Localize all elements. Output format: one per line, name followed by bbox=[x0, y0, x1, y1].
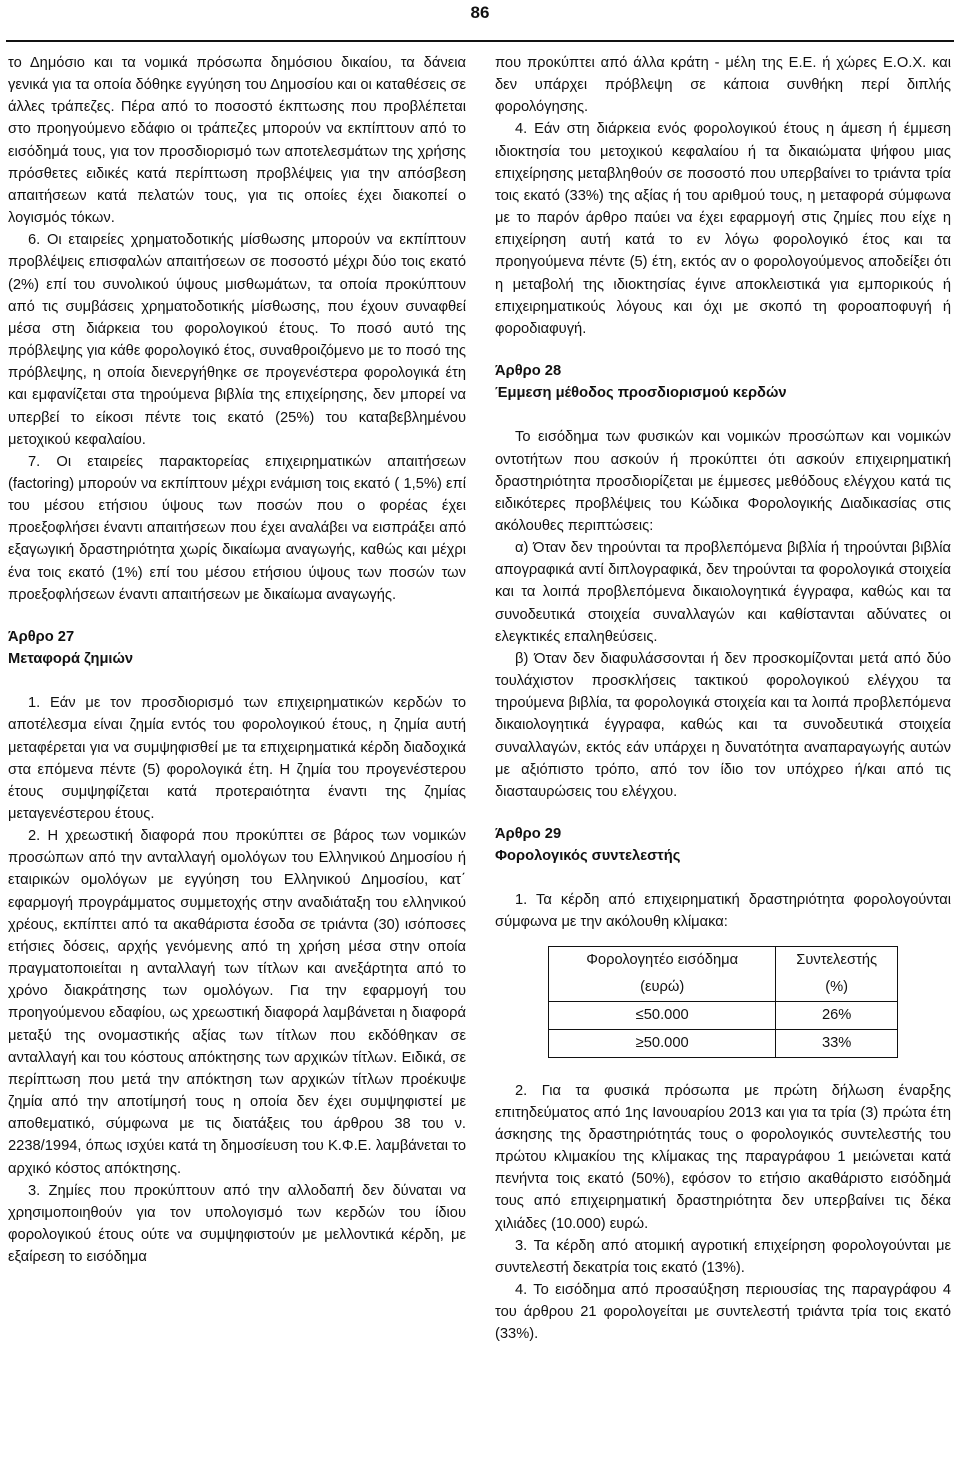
paragraph: 6. Οι εταιρείες χρηματοδοτικής μίσθωσης μπορούν να εκπίπτουν προβλέψεις επισφαλών απαιτήσεων σε ποσοστό μέχρι δύο τοις εκατό (2%) επί του συνολικού ύψους μισθωμάτων, τα οποία προκύπτουν από τις συμβάσεις χρηματοδοτικής μίσθωσης, που έχουν συναφθεί μέσα στη διάρκεια του φορολογικού έτους. Το ποσό αυτό της πρόβλεψης για κάθε φορολογικό έτος, συναθροιζόμενο με το ποσό της πρόβλεψης, η οποία διενεργήθηκε σε προγενέστερα φορολογικά έτη και εμφανίζεται στα τηρούμενα βιβλία της επιχείρησης, δεν μπορεί να υπερβεί το είκοσι πέντε τοις εκατό (25%) του καταβεβλημένου μετοχικού κεφαλαίου. bbox=[8, 232, 466, 448]
table-cell-income: ≥50.000 bbox=[549, 1029, 776, 1057]
article-29-subtitle: Φορολογικός συντελεστής bbox=[495, 848, 681, 865]
article-28-subtitle: Έμμεση μέθοδος προσδιορισμού κερδών bbox=[495, 385, 787, 402]
tax-rate-table bbox=[548, 946, 898, 1058]
paragraph: α) Όταν δεν τηρούνται τα προβλεπόμενα βιβλία ή τηρούνται βιβλία απογραφικά αντί διπλογραφικά, δεν τηρούνται τα φορολογικά στοιχεία και τα λοιπά προβλεπόμενα δικαιολογητικά έγγραφα, καθώς και τα συνοδευτικά στοιχεία συναλλαγών και καθίστανται αδύνατες οι ελεγκτικές επαληθεύσεις. bbox=[495, 540, 951, 645]
table-cell-rate: 33% bbox=[776, 1029, 898, 1057]
table-header-rate: Συντελεστής bbox=[776, 946, 898, 974]
paragraph: που προκύπτει από άλλα κράτη - μέλη της Ε.Ε. ή χώρες Ε.Ο.Χ. και δεν υπάρχει πρόβλεψη σε κάποια συνθήκη περί διπλής φορολόγησης. bbox=[495, 55, 951, 116]
paragraph: 2. Η χρεωστική διαφορά που προκύπτει σε βάρος των νομικών προσώπων από την ανταλλαγή ομολόγων του Ελληνικού Δημοσίου ή εταιρικών ομολόγων με εγγύηση του Ελληνικού Δημοσίου, κατ΄ εφαρμογή προγράμματος συμμετοχής στην αναδιάταξη του ελληνικού χρέους, εκπίπτει από τα ακαθάριστα έσοδα σε τριάντα (30) ισόποσες ετήσιες δόσεις, αρχής γενόμενης από τη χρήση μέσα στην οποία πραγματοποιείται η ανταλλαγή των τίτλων και ανεξάρτητα από το χρόνο διακράτησης των ομολόγων. Για την εφαρμογή του προηγούμενου εδαφίου, ως χρεωστική διαφορά λαμβάνεται η διαφορά μεταξύ της ονομαστικής αξίας των τίτλων που εκδόθηκαν σε ανταλλαγή και του κόστους απόκτησης των αρχικών τίτλων. Ειδικά, σε περίπτωση που μετά την απόκτηση των αρχικών τίτλων προέκυψε ζημία από την αποτίμησή τους η οποία δεν έχει συμψηφιστεί με αποθεματικό, σύμφωνα με τις διατάξεις του άρθρου 38 του ν. 2238/1994, όπως ισχύει κατά τη δημοσίευση του Κ.Φ.Ε. λαμβάνεται το αρχικό κόστος απόκτησης. bbox=[8, 828, 466, 1177]
paragraph: 4. Το εισόδημα από προσαύξηση περιουσίας της παραγράφου 4 του άρθρου 21 φορολογείται με συντελεστή τριάντα τρία τοις εκατό (33%). bbox=[495, 1282, 951, 1343]
table-header-income-unit: (ευρώ) bbox=[549, 974, 776, 1002]
paragraph: 3. Τα κέρδη από ατομική αγροτική επιχείρηση φορολογούνται με συντελεστή δεκατρία τοις εκατό (13%). bbox=[495, 1237, 951, 1276]
article-27-subtitle: Μεταφορά ζημιών bbox=[8, 651, 134, 668]
paragraph: 2. Για τα φυσικά πρόσωπα με πρώτη δήλωση έναρξης επιτηδεύματος από 1ης Ιανουαρίου 2013 και για τα τρία (3) πρώτα έτη άσκησης της δραστηριότητάς τους ο φορολογικός συντελεστής του πρώτου κλιμακίου της κλίμακας της παραγράφου 1 μειώνεται κατά πενήντα τοις εκατό (50%), εφόσον το ετήσιο ακαθάριστο εισόδημά τους από επιχειρηματική δραστηριότητα δεν υπερβαίνει τις δέκα χιλιάδες (10.000) ευρώ. bbox=[495, 1082, 951, 1232]
paragraph: 1. Εάν με τον προσδιορισμό των επιχειρηματικών κερδών το αποτέλεσμα είναι ζημία εντός του φορολογικού έτους, η ζημία αυτή μεταφέρεται για να συμψηφισθεί με τα επιχειρηματικά κέρδη διαδοχικά στα επόμενα πέντε (5) φορολογικά έτη. Η ζημία του προγενέστερου έτους συμψηφίζεται κατά προτεραιότητα έναντι της ζημίας μεταγενέστερου έτους. bbox=[8, 695, 466, 822]
page-number: 86 bbox=[470, 3, 490, 22]
article-28-title: Άρθρο 28 bbox=[495, 363, 562, 380]
table-row bbox=[549, 1001, 898, 1029]
table-header-income: Φορολογητέο εισόδημα bbox=[549, 946, 776, 974]
left-column bbox=[8, 52, 466, 1268]
table-cell-rate: 26% bbox=[776, 1001, 898, 1029]
paragraph: το Δημόσιο και τα νομικά πρόσωπα δημόσιου δικαίου, τα δάνεια γενικά για τα οποία δόθηκε εγγύηση του Δημοσίου και οι καταθέσεις σε άλλες τράπεζες. Πέρα από το ποσοστό έκπτωσης που προβλέπεται στο προηγούμενο εδάφιο οι τράπεζες μπορούν να εκπίπτουν από το εισόδημά τους, για τον προσδιορισμό των αποτελεσμάτων της χρήσης πρόσθετες ειδικές κατά περίπτωση προβλέψεις για την απόσβεση απαιτήσεων κατά πελατών τους, για τις οποίες έχει διακοπεί ο λογισμός τόκων. bbox=[8, 55, 466, 227]
table-header-rate-unit: (%) bbox=[776, 974, 898, 1002]
header-rule bbox=[6, 40, 954, 42]
right-column bbox=[495, 52, 951, 1346]
paragraph: 3. Ζημίες που προκύπτουν από την αλλοδαπή δεν δύναται να χρησιμοποιηθούν για τον υπολογισμό των κερδών του ίδιου φορολογικού έτους ούτε να συμψηφιστούν με μελλοντικά κέρδη, με εξαίρεση το εισόδημα bbox=[8, 1182, 466, 1266]
table-cell-income: ≤50.000 bbox=[549, 1001, 776, 1029]
article-27-title: Άρθρο 27 bbox=[8, 628, 75, 645]
table-row bbox=[549, 1029, 898, 1057]
article-29-title: Άρθρο 29 bbox=[495, 826, 562, 842]
paragraph: β) Όταν δεν διαφυλάσσονται ή δεν προσκομίζονται μετά από δύο τουλάχιστον προσκλήσεις τακτικού φορολογικού ελέγχου τα τηρούμενα βιβλία, τα φορολογικά στοιχεία και τα λοιπά προβλεπόμενα δικαιολογητικά έγγραφα, καθώς και τα συνοδευτικά στοιχεία συναλλαγών, εκτός εάν υπάρχει η δυνατότητα αναπαραγωγής αυτών με αξιόπιστο τρόπο, από τον ίδιο τον υπόχρεο ή/και από τις διασταυρώσεις του ελέγχου. bbox=[495, 650, 951, 800]
paragraph: 4. Εάν στη διάρκεια ενός φορολογικού έτους η άμεση ή έμμεση ιδιοκτησία του μετοχικού κεφαλαίου ή τα δικαιώματα ψήφου μιας επιχείρησης μεταβληθούν σε ποσοστό που υπερβαίνει το τριάντα τρία τοις εκατό (33%) της αξίας ή του αριθμού τους, η μεταφορά σύμφωνα με το παρόν άρθρο παύει να έχει εφαρμογή στις ζημίες που είχε η επιχείρηση αυτή κατά το εν λόγω φορολογικό έτος και τα προηγούμενα πέντε (5) έτη, εκτός αν ο φορολογούμενος αποδείξει ότι η μεταβολή της ιδιοκτησίας έγινε αποκλειστικά για εμπορικούς ή επιχειρηματικούς λόγους και όχι με σκοπό τη φοροαποφυγή ή φοροδιαφυγή. bbox=[495, 121, 951, 337]
paragraph: 7. Οι εταιρείες παρακτορείας επιχειρηματικών απαιτήσεων (factoring) μπορούν να εκπίπτουν μέχρι ενάμιση τοις εκατό ( 1,5%) επί του μέσου ετήσιου ύψους των ποσών που ο φορέας έχει προεξοφλήσει έναντι απαιτήσεων που έχει αναλάβει να εισπράξει από εξαγωγική δραστηριότητα χωρίς δικαίωμα αναγωγής, καθώς και μέχρι ένα τοις εκατό (1%) επί του μέσου ετήσιου ύψους των ποσών των προεξοφλήσεων έναντι απαιτήσεων με δικαίωμα αναγωγής. bbox=[8, 453, 466, 603]
paragraph: Το εισόδημα των φυσικών και νομικών προσώπων και νομικών οντοτήτων που ασκούν ή προκύπτει ότι ασκούν επιχειρηματική δραστηριότητα προσδιορίζεται με έμμεσες μεθόδους ελέγχου κατά τις ειδικότερες προβλέψεις του Κώδικα Φορολογικής Διαδικασίας στις ακόλουθες περιπτώσεις: bbox=[495, 429, 951, 534]
paragraph: 1. Τα κέρδη από επιχειρηματική δραστηριότητα φορολογούνται σύμφωνα με την ακόλουθη κλίμακα: bbox=[495, 892, 951, 931]
